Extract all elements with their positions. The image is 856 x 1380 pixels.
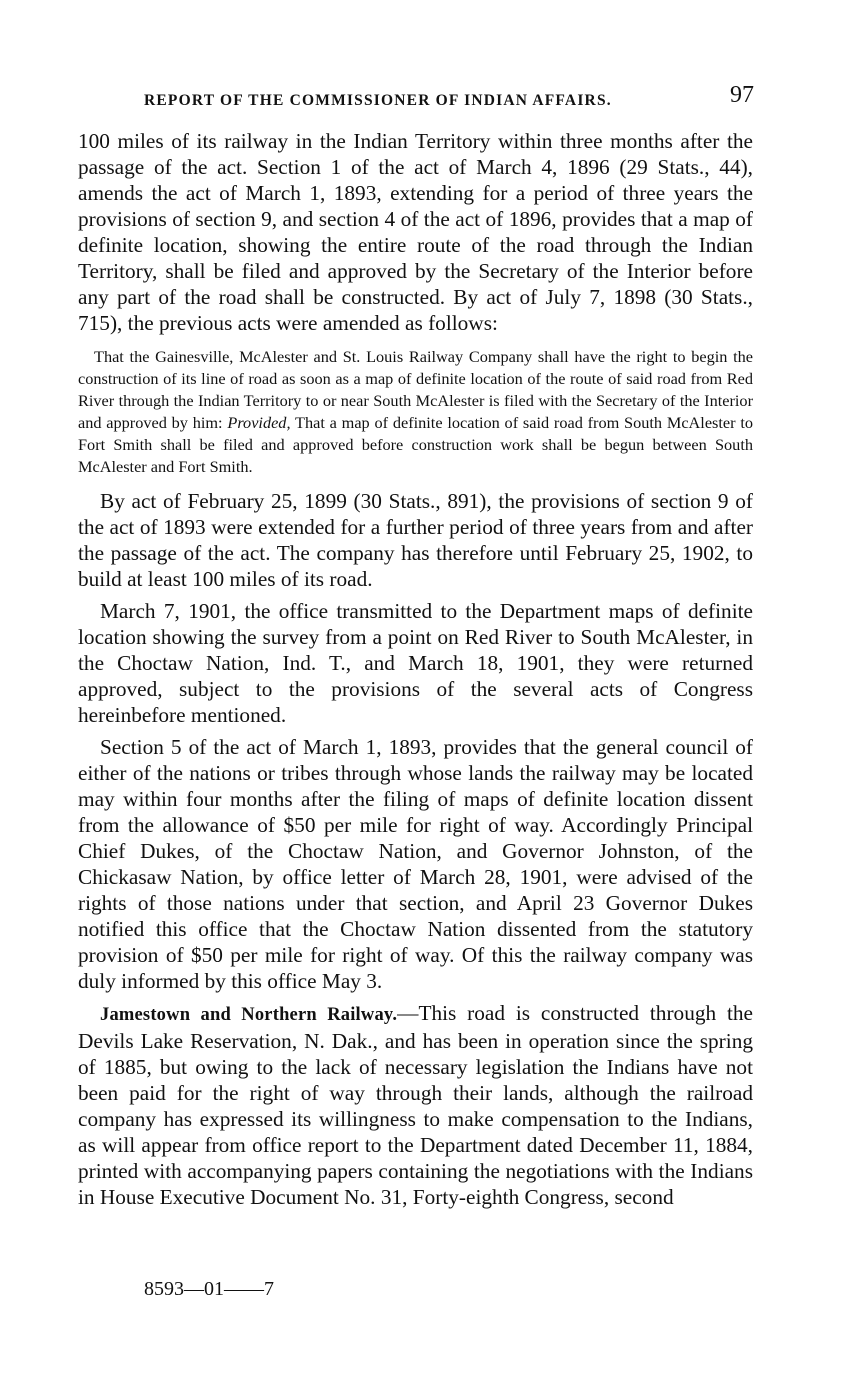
page-header: [78, 84, 758, 114]
quote-text: That the Gainesville, McAlester and St. Louis Railway Company shall have the right to begin the construction of its line of road as soon as a map of definite location of the route of said road from Red River through the Indian Territory to or near South McAlester is filed with the Secretary of the Interior and approved by him:: [78, 347, 753, 432]
paragraph-3: March 7, 1901, the office transmitted to the Department maps of definite location showing the survey from a point on Red River to South McAlester, in the Choctaw Nation, Ind. T., and March 18, 1901, they were returned approved, subject to the provisions of the several acts of Congress hereinbefore mentioned.: [78, 599, 753, 727]
body-text: [78, 128, 753, 1210]
paragraph-2: By act of February 25, 1899 (30 Stats., 891), the provisions of section 9 of the act of 1893 were extended for a further period of three years from and after the passage of the act. The company has therefore until February 25, 1902, to build at least 100 miles of its road.: [78, 489, 753, 591]
signature-mark: 8593—01——7: [144, 1278, 274, 1300]
paragraph-5: [78, 1000, 753, 1210]
page-number: 97: [730, 82, 754, 108]
paragraph-4: Section 5 of the act of March 1, 1893, provides that the general council of either of the nations or tribes through whose lands the railway may be located may within four months after the filing of maps of definite location dissent from the allowance of $50 per mile for right of way. Accordingly Principal Chief Dukes, of the Choctaw Nation, and Governor Johnston, of the Chickasaw Nation, by office letter of March 28, 1901, were advised of the rights of those nations under that section, and April 23 Governor Dukes notified this office that the Choctaw Nation dissented from the statutory provision of $50 per mile for right of way. Of this the railway company was duly informed by this office May 3.: [78, 735, 753, 993]
section-lead-jamestown: Jamestown and Northern Railway.: [100, 1005, 398, 1025]
running-head: REPORT OF THE COMMISSIONER OF INDIAN AFFAIRS.: [144, 92, 612, 109]
quote-rest: That a map of definite location of said road from South McAlester to Fort Smith shall be filed and approved before construction work shall be begun between South McAlester and Fort Smith.: [78, 413, 754, 476]
quote-provided: Provided,: [227, 413, 291, 432]
paragraph-1: 100 miles of its railway in the Indian Territory within three months after the passage of the act. Section 1 of the act of March 4, 1896 (29 Stats., 44), amends the act of March 1, 1893, extending for a period of three years the provisions of section 9, and section 4 of the act of 1896, provides that a map of definite location, showing the entire route of the road through the Indian Territory, shall be filed and approved by the Secretary of the Interior before any part of the road shall be constructed. By act of July 7, 1898 (30 Stats., 715), the previous acts were amended as follows:: [78, 129, 753, 335]
paragraph-5-text: —This road is constructed through the Devils Lake Reservation, N. Dak., and has been in operation since the spring of 1885, but owing to the lack of necessary legislation the Indians have not been paid for the right of way through their lands, although the railroad company has expressed its willingness to make compensation to the Indians, as will appear from office report to the Department dated December 11, 1884, printed with accompanying papers containing the negotiations with the Indians in House Executive Document No. 31, Forty-eighth Congress, second: [78, 1001, 754, 1209]
quoted-statute: [78, 346, 753, 478]
